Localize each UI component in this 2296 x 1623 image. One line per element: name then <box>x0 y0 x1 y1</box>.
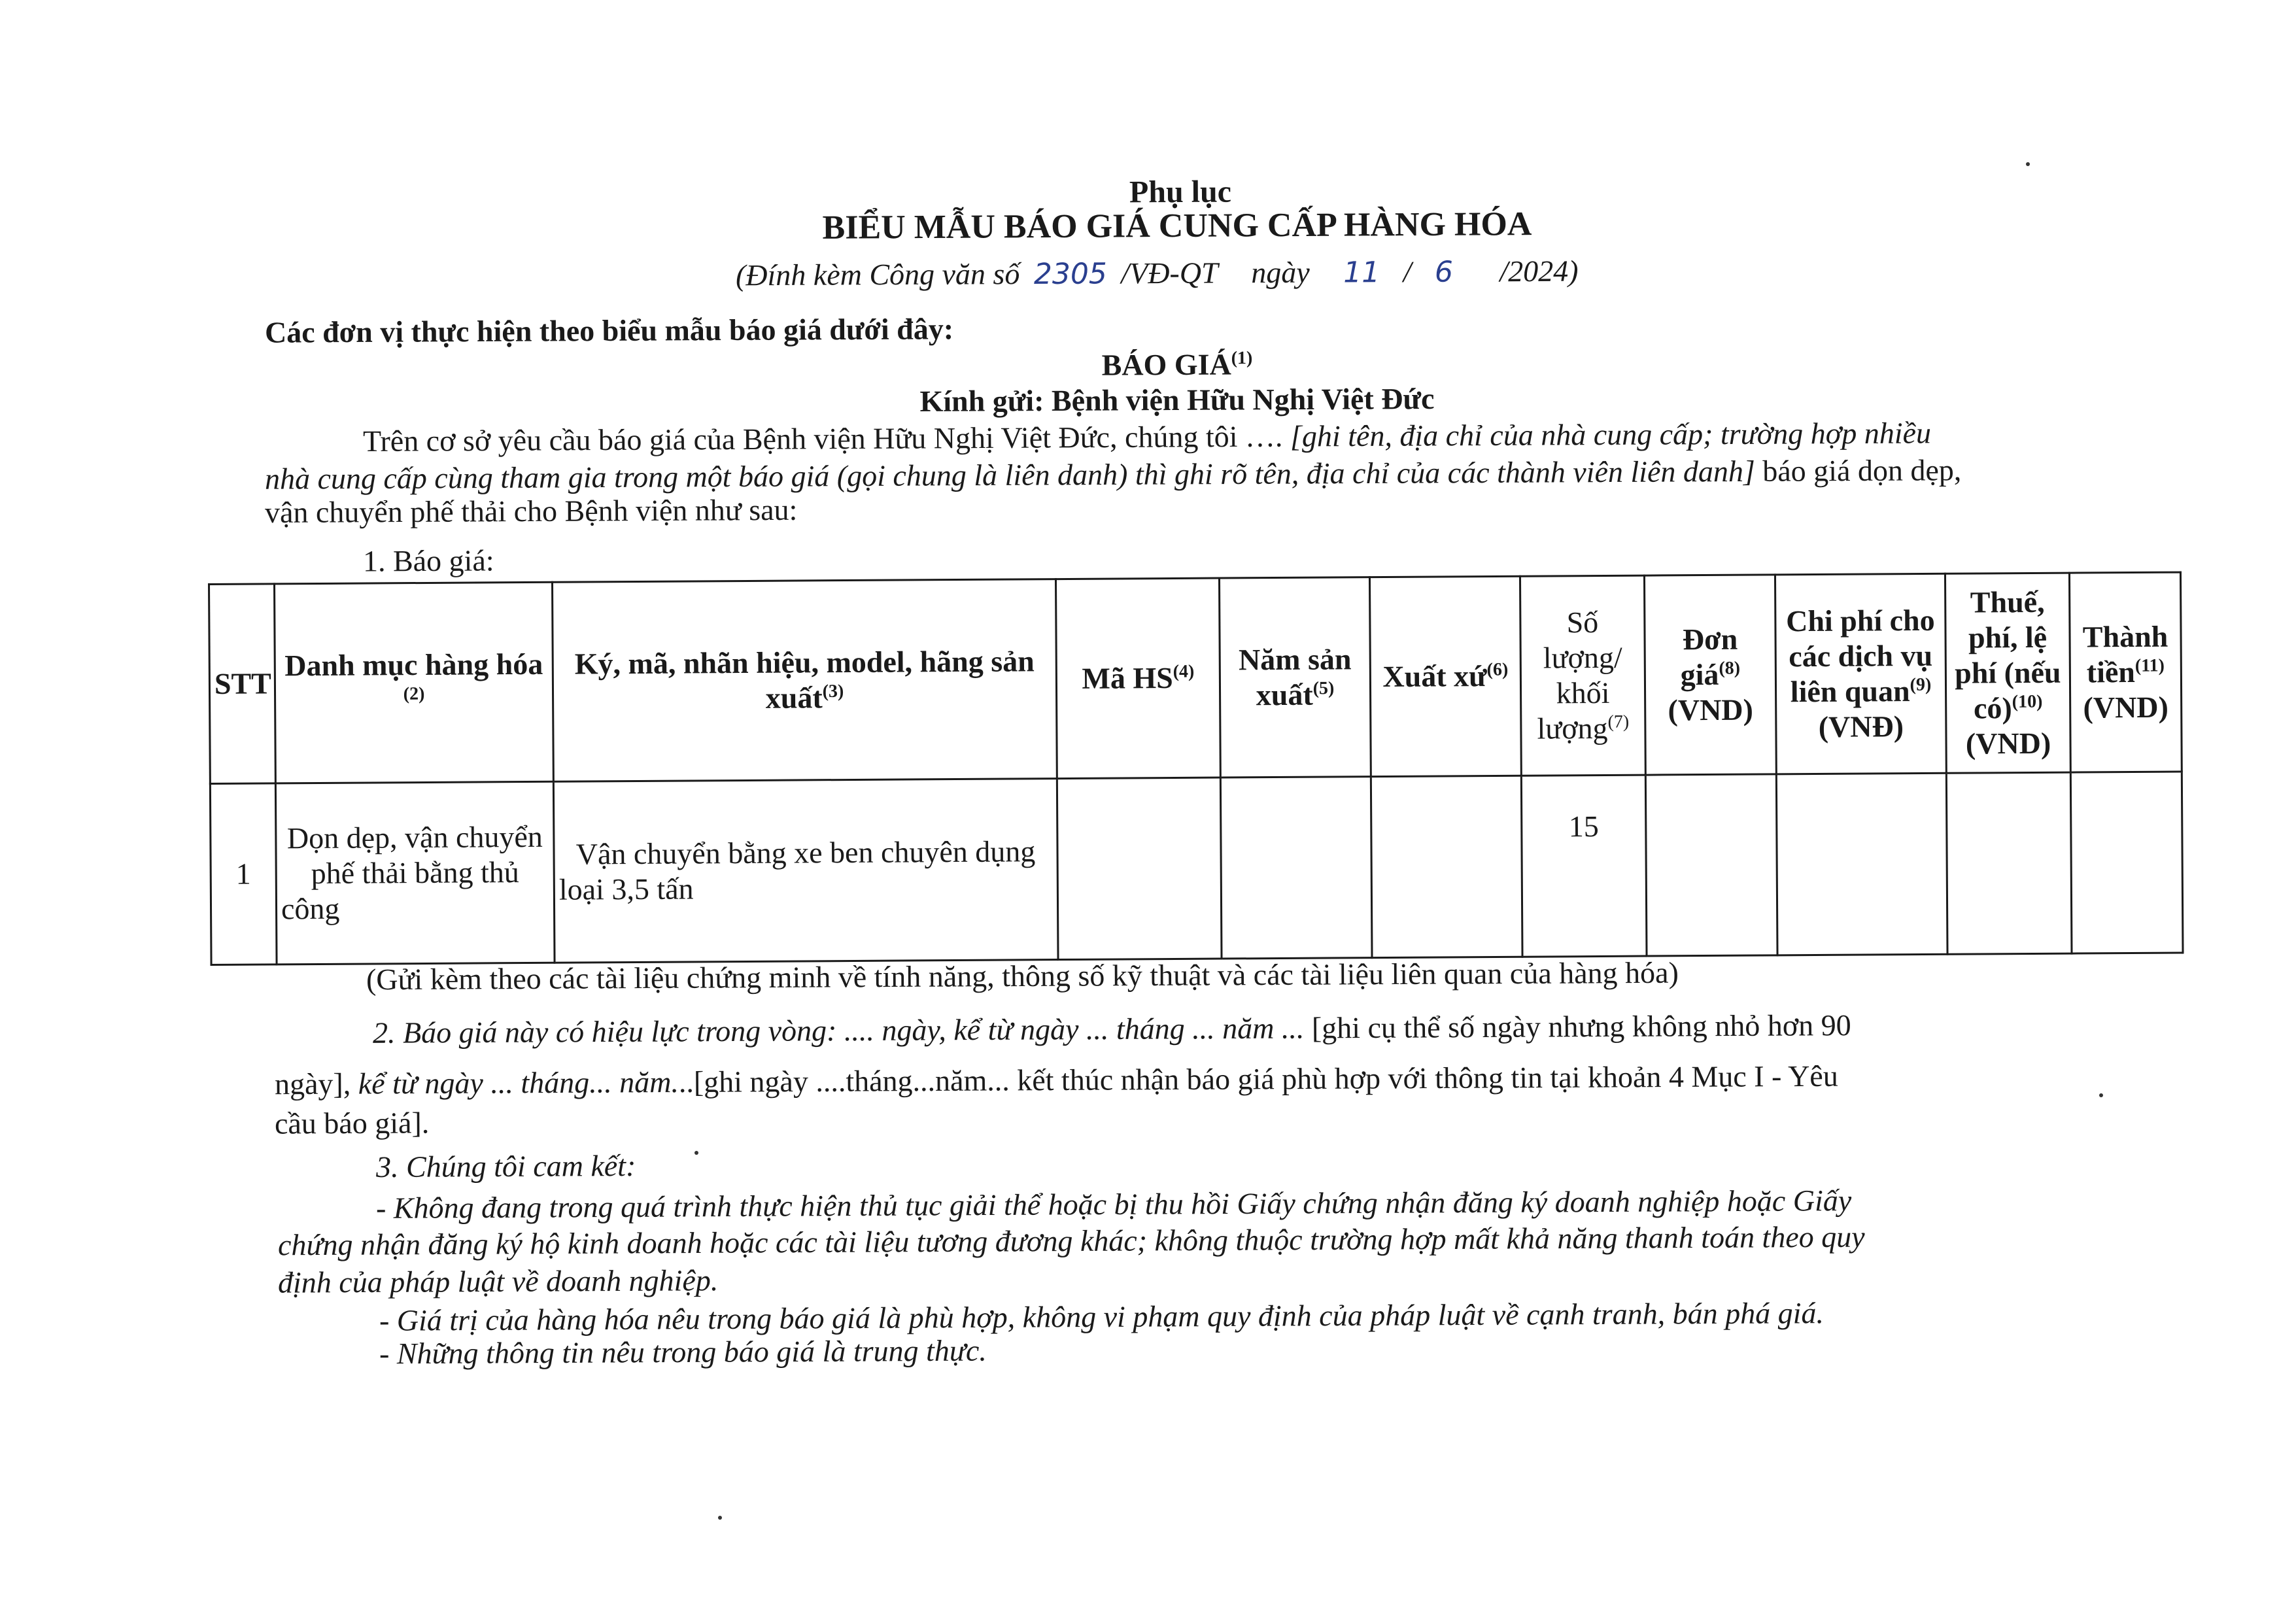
cell-tax <box>1946 772 2072 954</box>
cell-total <box>2070 772 2183 953</box>
recipient-line: Kính gửi: Bệnh viện Hữu Nghị Việt Đức <box>919 381 1435 419</box>
commit1-line3: định của pháp luật về doanh nghiệp. <box>277 1263 719 1299</box>
para1-tail2: báo giá dọn dẹp, <box>1762 453 1962 488</box>
cell-year <box>1220 777 1372 959</box>
col-header-stt: STT <box>209 584 276 784</box>
cell-hs <box>1057 777 1222 960</box>
scan-speck <box>694 1151 698 1155</box>
col-header-tax: Thuế, phí, lệ phí (nếu có)$^{(10)}$ (VND) <box>1945 573 2070 773</box>
col-header-spec: Ký, mã, nhãn hiệu, model, hãng sản xuất$^{(3)}$ <box>552 579 1057 782</box>
section2-l1-italic: 2. Báo giá này có hiệu lực trong vòng: .... ngày, kể từ ngày ... tháng ... năm ... <box>372 1011 1305 1050</box>
cell-qty: 15 <box>1521 775 1647 957</box>
quote-title <box>1014 346 1341 384</box>
section2-l2-italic: kể từ ngày ... tháng... năm. <box>358 1065 679 1101</box>
commit1-line1: - Không đang trong quá trình thực hiện thủ tục giải thể hoặc bị thu hồi Giấy chứng nhận đăng ký doanh nghiệp hoặc Giấy <box>375 1184 1852 1225</box>
attachment-reference <box>736 253 1579 295</box>
cell-item: Dọn dẹp, vận chuyển phế thải bằng thủ công <box>275 781 555 965</box>
cell-spec: Vận chuyển bằng xe ben chuyên dụng loại 3,5 tấn <box>553 779 1058 963</box>
appendix-label: Phụ lục <box>1129 174 1232 210</box>
col-header-unit-price: Đơn giá$^{(8)}$ (VND) <box>1644 575 1776 775</box>
col-header-qty: Số lượng/ khối lượng$^{(7)}$ <box>1520 575 1645 776</box>
col-header-item: Danh mục hàng hóa $^{(2)}$ <box>275 582 554 783</box>
col-header-year: Năm sản xuất$^{(5)}$ <box>1219 577 1371 777</box>
scan-speck <box>718 1516 722 1520</box>
date-slash: / <box>1403 254 1412 289</box>
cell-unit-price <box>1645 774 1777 956</box>
col-header-total: Thành tiền$^{(11)}$ (VND) <box>2069 572 2182 772</box>
handwritten-day: 11 <box>1343 256 1380 290</box>
cell-service-cost <box>1776 773 1947 955</box>
quote-title-note: (1) <box>1231 348 1253 369</box>
commit1-line2: chứng nhận đăng ký hộ kinh doanh hoặc các tài liệu tương đương khác; không thuộc trường hợp mất khả năng thanh toán theo quy <box>277 1220 1865 1262</box>
doc-code: /VĐ-QT <box>1121 256 1218 290</box>
section2-line3: cầu báo giá]. <box>274 1106 430 1140</box>
commit3: - Những thông tin nêu trong báo giá là trung thực. <box>379 1333 987 1371</box>
scan-speck <box>2099 1093 2103 1097</box>
col-header-service-cost: Chi phí cho các dịch vụ liên quan$^{(9)}$ (VNĐ) <box>1775 573 1946 774</box>
form-title: BIỂU MẪU BÁO GIÁ CUNG CẤP HÀNG HÓA <box>822 205 1532 247</box>
section2-l2-a: ngày], <box>274 1067 351 1101</box>
intro-line: Các đơn vị thực hiện theo biểu mẫu báo giá dưới đây: <box>264 312 954 349</box>
para1-italic1: [ghi tên, địa chỉ của nhà cung cấp; trường hợp nhiều <box>1290 416 1932 453</box>
section1-label: 1. Báo giá: <box>362 543 494 578</box>
cell-stt: 1 <box>210 783 277 965</box>
section2-line2 <box>275 1058 1838 1103</box>
commit2: - Giá trị của hàng hóa nêu trong báo giá là phù hợp, không vi phạm quy định của pháp luật về cạnh tranh, bán phá giá. <box>379 1296 1825 1337</box>
quote-table <box>208 572 2184 966</box>
para1-line3: vận chuyển phế thải cho Bệnh viện như sau: <box>264 492 798 530</box>
handwritten-month: 6 <box>1434 255 1454 289</box>
scan-speck <box>2026 162 2030 166</box>
section2-l2-plain: ..[ghi ngày ....tháng...năm... kết thúc nhận báo giá phù hợp với thông tin tại khoản 4 Mục I - Yêu <box>678 1059 1838 1099</box>
date-word: ngày <box>1251 255 1310 290</box>
table-row <box>210 772 2183 965</box>
section2-line1 <box>373 1007 1851 1051</box>
section3-title: 3. Chúng tôi cam kết: <box>375 1148 636 1184</box>
para1-italic2: nhà cung cấp cùng tham gia trong một báo giá (gọi chung là liên danh) thì ghi rõ tên, địa chỉ của các thành viên liên danh] <box>264 454 1755 496</box>
col-header-origin: Xuất xứ$^{(6)}$ <box>1369 576 1521 776</box>
cell-origin <box>1371 776 1522 957</box>
handwritten-doc-number: 2305 <box>1033 257 1107 291</box>
quote-title-text: BÁO GIÁ <box>1101 347 1231 382</box>
para1-lead: Trên cơ sở yêu cầu báo giá của Bệnh viện Hữu Nghị Việt Đức, chúng tôi …. <box>362 419 1283 458</box>
col-header-hs: Mã HS$^{(4)}$ <box>1055 578 1220 779</box>
attach-note: (Gửi kèm theo các tài liệu chứng minh về tính năng, thông số kỹ thuật và các tài liệu liên quan của hàng hóa) <box>366 955 1679 997</box>
section2-l1-plain: [ghi cụ thể số ngày nhưng không nhỏ hơn 90 <box>1311 1008 1851 1045</box>
doc-year: /2024) <box>1499 254 1579 288</box>
table-header-row <box>209 572 2182 783</box>
attach-prefix: (Đính kèm Công văn số <box>735 257 1020 292</box>
